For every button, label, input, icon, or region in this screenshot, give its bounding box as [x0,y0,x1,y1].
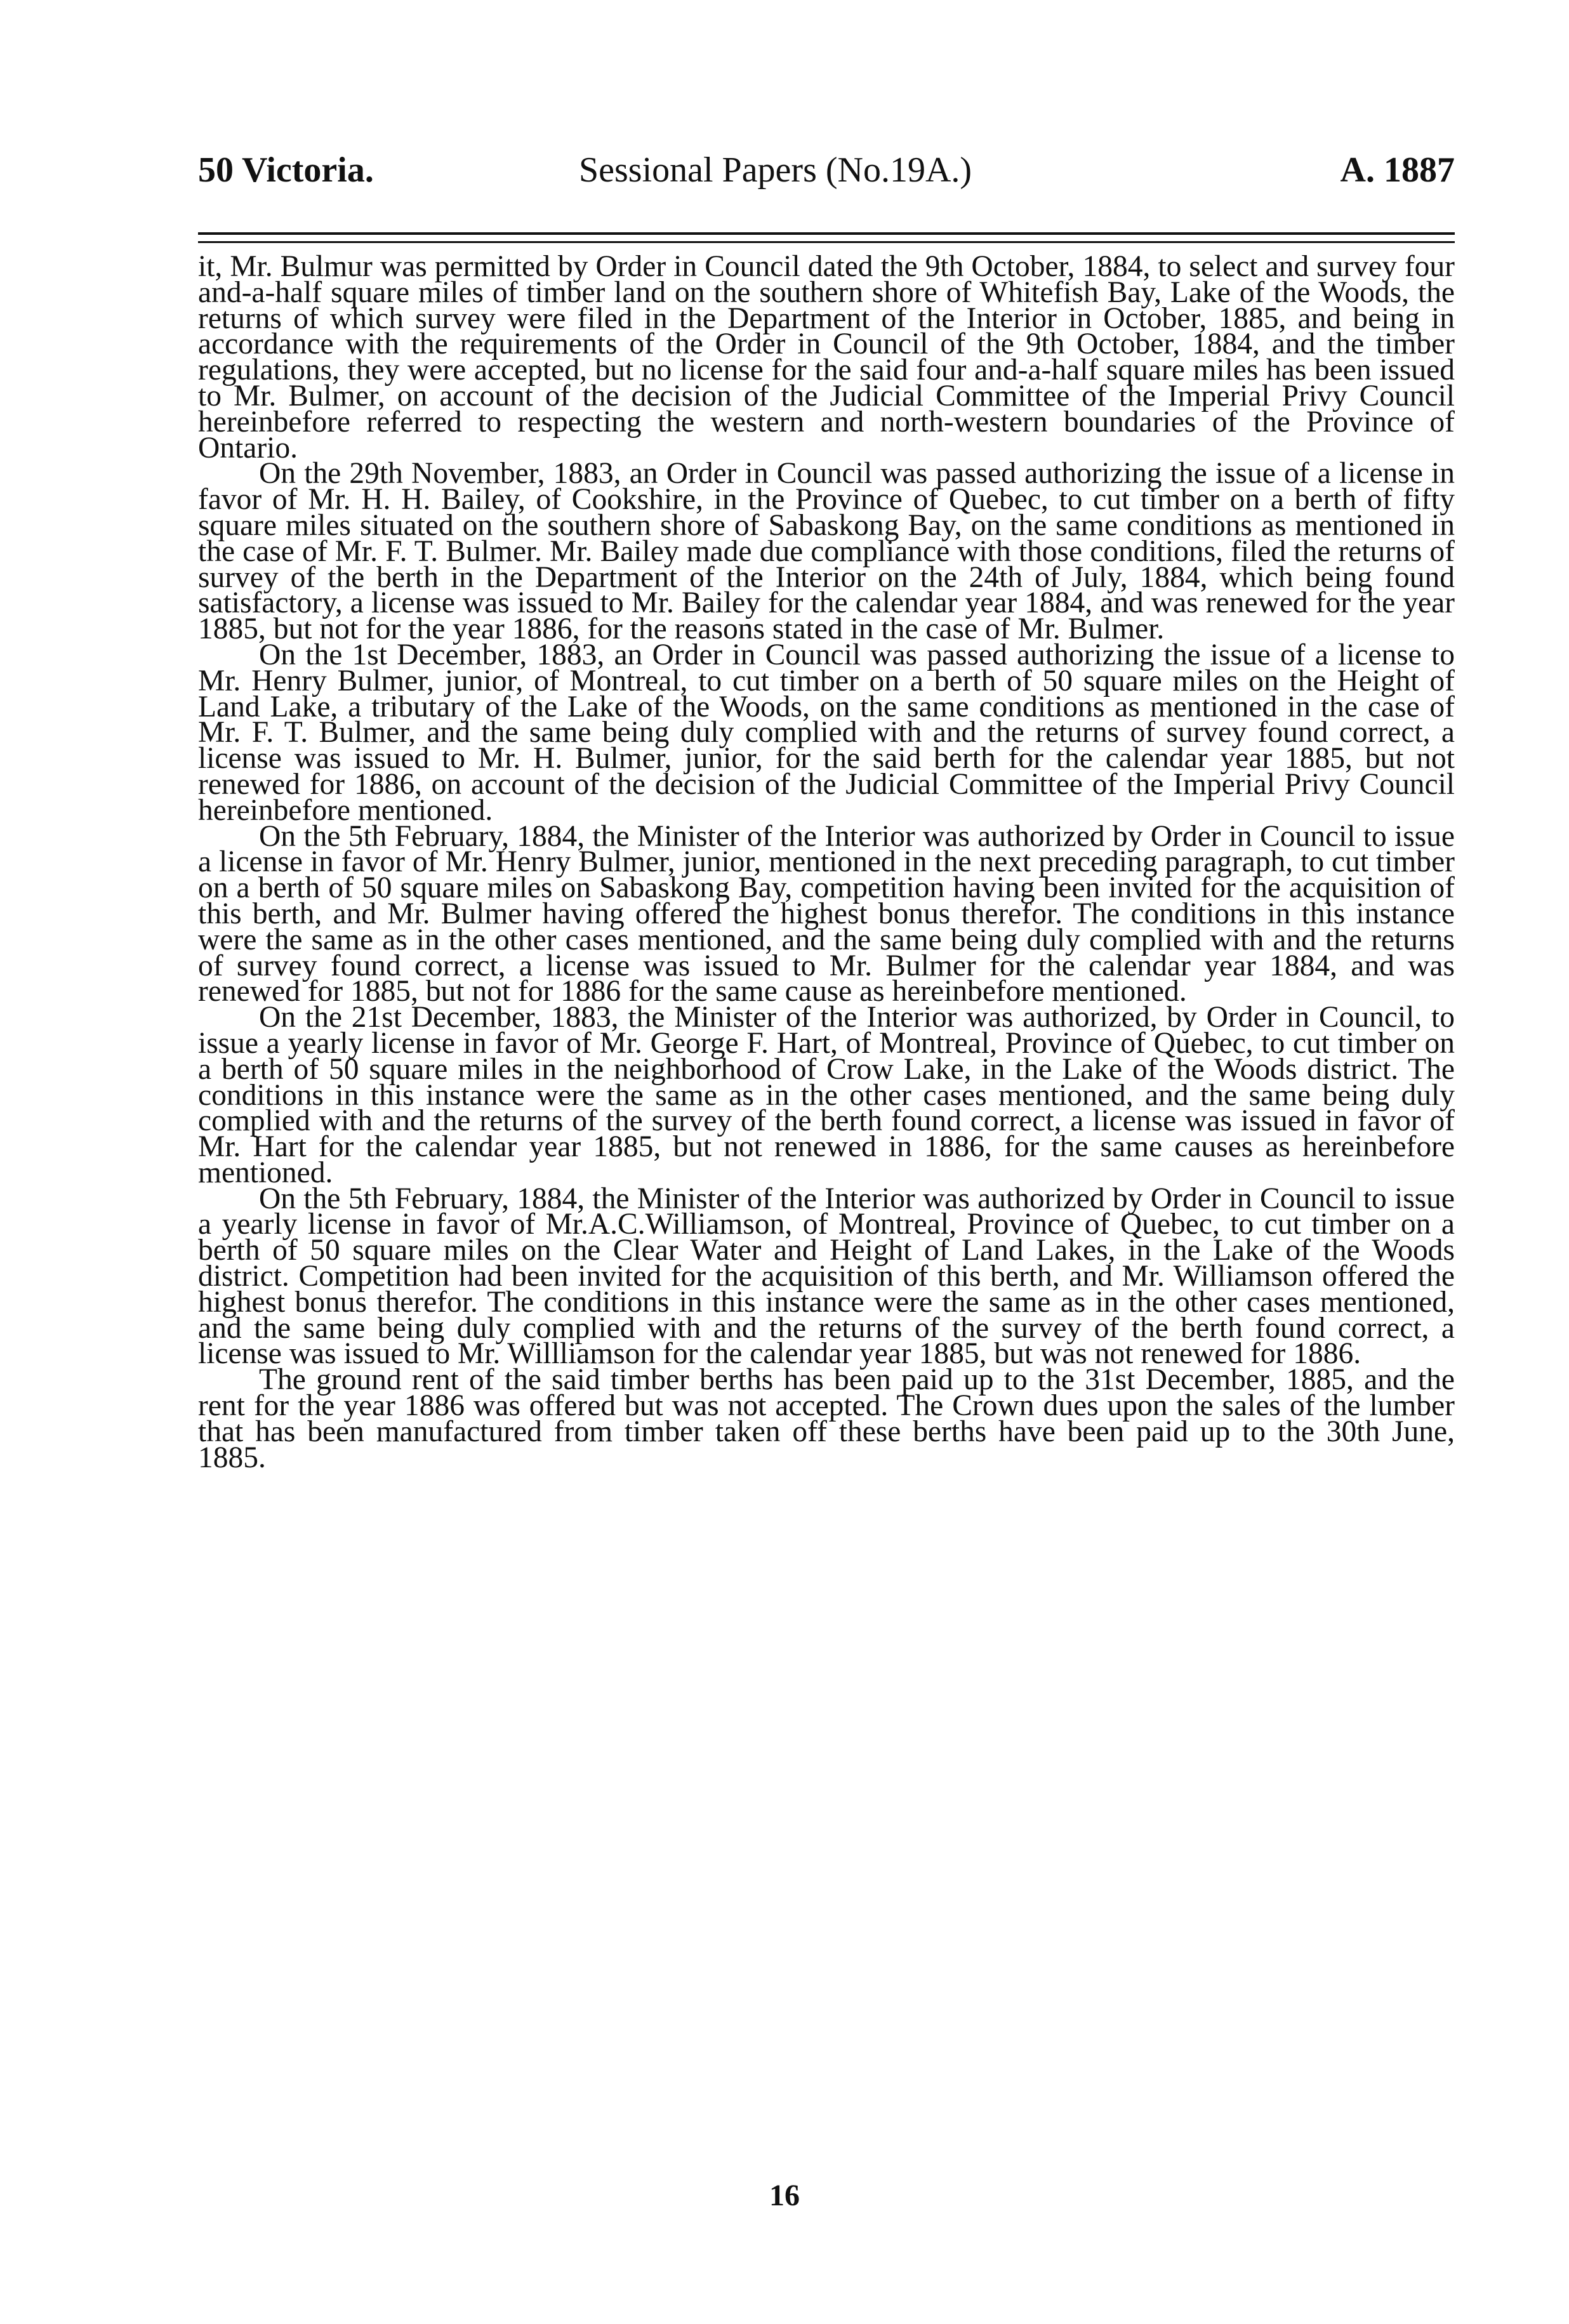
header-rule-bottom [198,241,1455,243]
paragraph-bailey-license: On the 29th November, 1883, an Order in Council was passed authorizing the issue of a license in favor of Mr. H. H. Bailey, of Cookshire, in the Province of Quebec, to cut timber on a berth of fifty square miles situated on the southern shore of Sabaskong Bay, on the same conditions as mentioned in the case of Mr. F. T. Bulmer. Mr. Bailey made due compliance with those conditions, filed the returns of survey of the berth in the Department of the Interior on the 24th of July, 1884, which being found satisfactory, a license was issued to Mr. Bailey for the calendar year 1884, and was renewed for the year 1885, but not for the year 1886, for the reasons stated in the case of Mr. Bulmer. [198,457,1455,646]
paragraph-bulmer-whitefish-bay: it, Mr. Bulmur was permitted by Order in Council dated the 9th October, 1884, to select and survey four and-a-half square miles of timber land on the southern shore of Whitefish Bay, Lake of the Woods, the returns of which survey were filed in the Department of the Interior in October, 1885, and being in accordance with the requirements of the Order in Council of the 9th October, 1884, and the timber regulations, they were accepted, but no license for the said four and-a-half square miles has been issued to Mr. Bulmer, on account of the decision of the Judicial Committee of the Imperial Privy Council hereinbefore referred to respecting the western and north-western boundaries of the Province of Ontario. [198,250,1455,465]
header-session: 50 Victoria. [198,150,374,190]
paragraph-hart-crow-lake: On the 21st December, 1883, the Minister of the Interior was authorized, by Order in Council, to issue a yearly license in favor of Mr. George F. Hart, of Montreal, Province of Quebec, to cut timber on a berth of 50 square miles in the neighborhood of Crow Lake, in the Lake of the Woods district. The conditions in this instance were the same as in the other cases mentioned, and the same being duly complied with and the returns of the survey of the berth found correct, a license was issued in favor of Mr. Hart for the calendar year 1885, but not renewed in 1886, for the same causes as hereinbefore mentioned. [198,1001,1455,1189]
paragraph-ground-rent: The ground rent of the said timber berths has been paid up to the 31st December, 1885, and the rent for the year 1886 was offered but was not accepted. The Crown dues upon the sales of the lumber that has been manufactured from timber taken off these berths have been paid up to the 30th June, 1885. [198,1363,1455,1474]
paragraph-henry-bulmer-sabaskong: On the 5th February, 1884, the Minister of the Interior was authorized by Order in Council to issue a license in favor of Mr. Henry Bulmer, junior, mentioned in the next preceding paragraph, to cut timber on a berth of 50 square miles on Sabaskong Bay, competition having been invited for the acquisition of this berth, and Mr. Bulmer having offered the highest bonus therefor. The conditions in this instance were the same as in the other cases mentioned, and the same being duly complied with and the returns of survey found correct, a license was issued to Mr. Bulmer for the calendar year 1884, and was renewed for 1885, but not for 1886 for the same cause as hereinbefore mentioned. [198,819,1455,1008]
running-header [198,150,1455,207]
page-number: 16 [769,2179,800,2212]
paragraph-williamson-clear-water: On the 5th February, 1884, the Minister of the Interior was authorized by Order in Council to issue a yearly license in favor of Mr.A.C.Williamson, of Montreal, Province of Quebec, to cut timber on a berth of 50 square miles on the Clear Water and Height of Land Lakes, in the Lake of the Woods district. Competition had been invited for the acquisition of this berth, and Mr. Williamson offered the highest bonus therefor. The conditions in this instance were the same as in the other cases mentioned, and the same being duly complied with and the returns of the survey of the berth found correct, a license was issued to Mr. Willliamson for the calendar year 1885, but was not renewed for 1886. [198,1182,1455,1371]
body-text [198,250,1455,1474]
header-year: A. 1887 [1340,150,1455,190]
header-rule-top [198,232,1455,235]
paragraph-henry-bulmer-height-of-land: On the 1st December, 1883, an Order in Council was passed authorizing the issue of a license to Mr. Henry Bulmer, junior, of Montreal, to cut timber on a berth of 50 square miles on the Height of Land Lake, a tributary of the Lake of the Woods, on the same conditions as mentioned in the case of Mr. F. T. Bulmer, and the same being duly complied with and the returns of survey found correct, a license was issued to Mr. H. Bulmer, junior, for the said berth for the calendar year 1885, but not renewed for 1886, on account of the decision of the Judicial Committee of the Imperial Privy Council hereinbefore mentioned. [198,638,1455,827]
header-title: Sessional Papers (No.19A.) [579,150,972,190]
